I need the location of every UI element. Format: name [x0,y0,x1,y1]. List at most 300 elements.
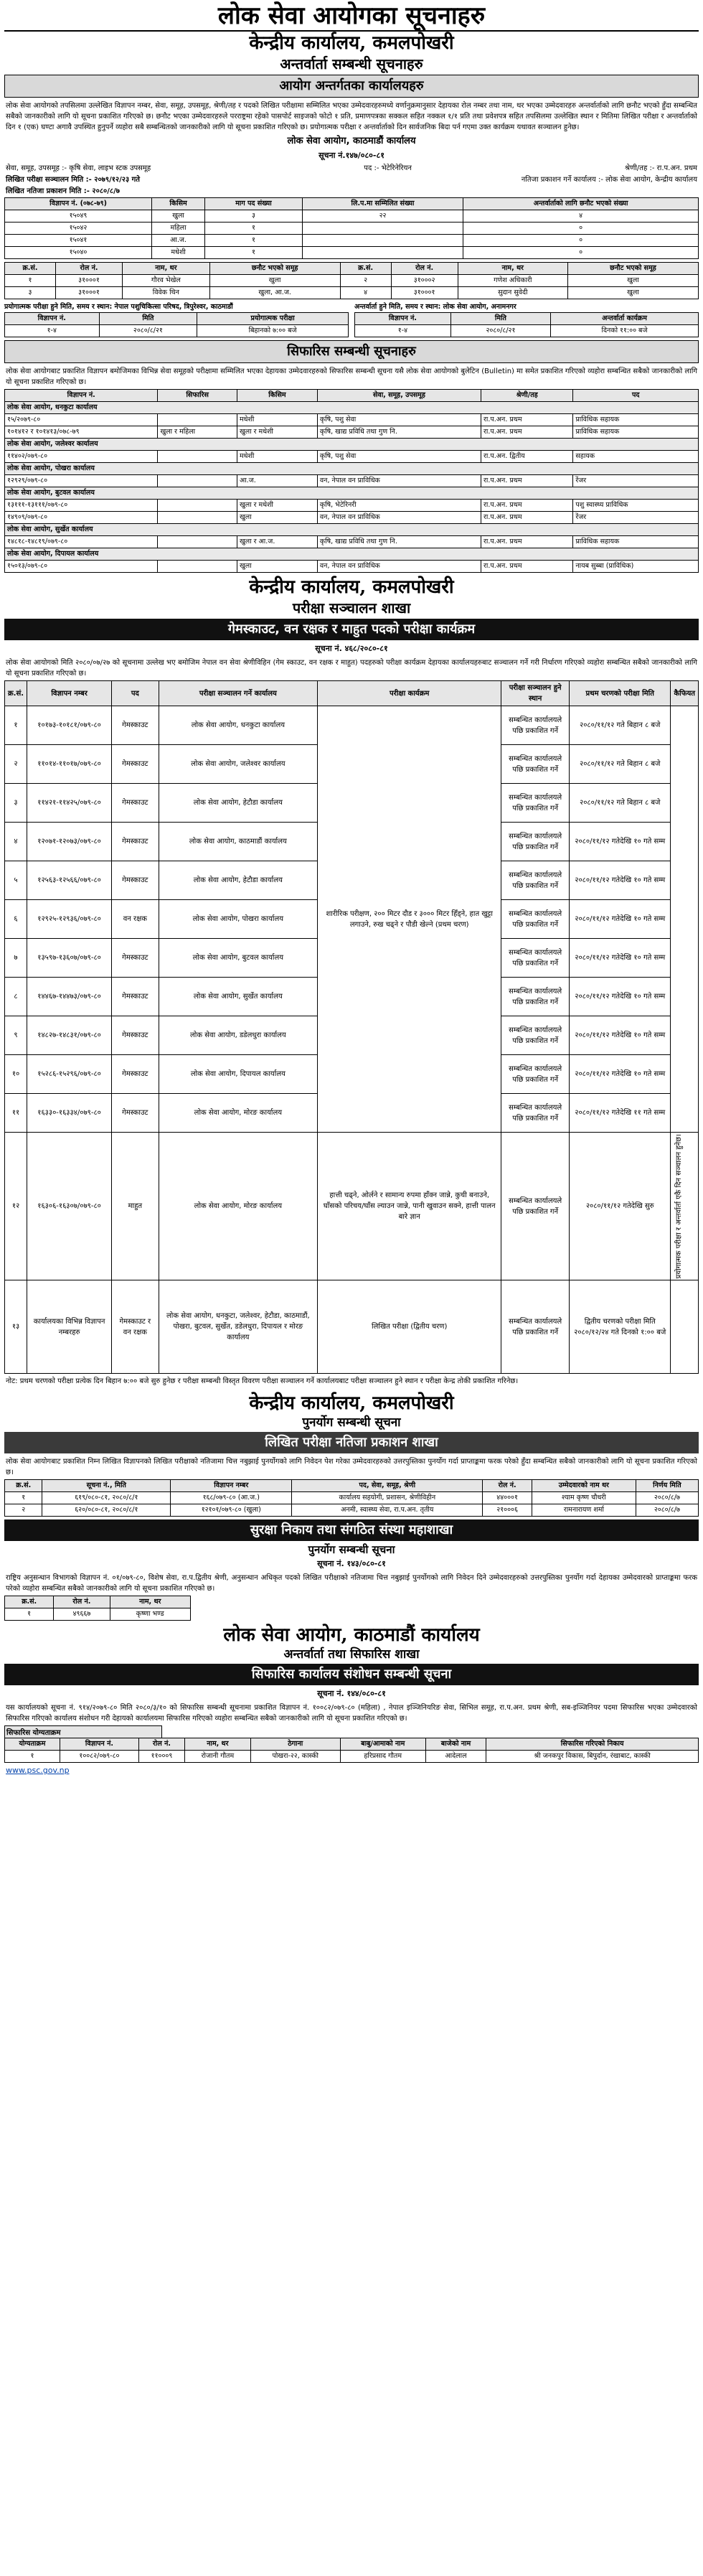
office-group-row [5,487,699,500]
table-cell: २ [5,1504,42,1517]
amend-notice-number: सूचना नं. १४४/०८०-८१ [317,1689,386,1699]
table-cell: प्राविधिक सहायक [573,426,699,439]
column-header: रोल नं. [54,1596,110,1608]
table-cell: अनमी, स्वास्थ्य सेवा, रा.प.अन. तृतीय [292,1504,483,1517]
table-cell: ६१९/०८०-८१, २०८०/८/१ [42,1492,171,1504]
table-cell: कृषि, भेटेरिनरी [317,500,481,512]
table-cell: वन रक्षक [112,900,159,939]
service-info: सेवा, समूह, उपसमूह :- कृषि सेवा, लाइभ स्टक उपसमूह [6,164,151,172]
column-header: ठेगाना [250,1738,340,1751]
table-cell: गेमस्काउट [112,1094,159,1133]
table-cell: मधेशी [237,414,317,426]
result-office: नतिजा प्रकाशन गर्ने कार्यालय :- लोक सेवा आयोग, केन्द्रीय कार्यालय [521,176,697,184]
table-cell: १५०१३/०७९-८० [5,561,158,573]
table-cell: ११०१४-११०१७/०७९-८० [27,745,112,784]
office-group-label: लोक सेवा आयोग, पोखरा कार्यालय [5,463,699,475]
column-header: क्र.सं. [5,1480,42,1492]
table-cell: सम्बन्धित कार्यालयले पछि प्रकाशित गर्ने [501,861,570,900]
table-cell: मधेशी [237,451,317,463]
table-cell: ११४२१-११४२५/०७९-८० [27,784,112,823]
table-cell: सहायक [573,451,699,463]
table-cell: खुला र मधेशी [237,426,317,439]
recheck-subtitle: पुनर्योग सम्बन्धी सूचना [302,1415,401,1430]
table-cell: खुला [237,561,317,573]
kathmandu-office-title-2: लोक सेवा आयोग, काठमाडौं कार्यालय [223,1624,480,1647]
table-cell: लोक सेवा आयोग, मोरङ कार्यालय [159,1133,318,1280]
table-cell: सम्बन्धित कार्यालयले पछि प्रकाशित गर्ने [501,784,570,823]
table-cell: ८ [5,978,27,1016]
table-cell: सम्बन्धित कार्यालयले पछि प्रकाशित गर्ने [501,706,570,745]
table-cell: २०८०/८/७ [636,1492,698,1504]
table-cell: लोक सेवा आयोग, जलेश्वर कार्यालय [159,745,318,784]
table-cell: बिहानको ७:०० बजे [197,325,349,337]
column-header: पद [112,681,159,706]
column-header: रोल नं. [483,1480,532,1492]
practical-table [4,312,349,337]
table-cell: १४४६७-१४४७३/०७९-८० [27,978,112,1016]
table-cell: ४९६६७ [54,1608,110,1621]
merit-label: सिफारिस योग्यताक्रम [4,1725,162,1738]
table-cell: १२९२५-१२९३६/०७९-८० [27,900,112,939]
table-cell: गेमस्काउट [112,1055,159,1094]
table-cell: १ [5,1608,54,1621]
exam-program-banner: गेमस्काउट, वन रक्षक र माहुत पदको परीक्षा कार्यक्रम [4,619,699,640]
table-cell: सम्बन्धित कार्यालयले पछि प्रकाशित गर्ने [501,900,570,939]
column-header: विज्ञापन नं. (०७८-७९) [5,198,152,210]
table-cell [158,512,237,524]
table-cell: १ [205,223,303,235]
table-cell: १५०४२ [5,223,152,235]
table-row [5,223,699,235]
office-group-row [5,463,699,475]
table-cell: ६ [5,900,27,939]
column-header: परीक्षा कार्यक्रम [318,681,501,706]
table-cell: ३१०००२ [391,275,458,287]
table-cell: ३१०००१ [55,287,122,299]
table-cell: २ [5,745,27,784]
table-cell: १००८२/०७९-८० [60,1751,138,1763]
post-info: पद :- भेटेरिनेरियन [364,164,412,172]
table-cell: खुला [567,287,698,299]
office-group-row [5,548,699,561]
table-row [5,1504,699,1517]
table-cell: २१०००६ [483,1504,532,1517]
table-cell: रेंजर [573,475,699,487]
table-cell: १५०४९ [5,210,152,223]
table-cell: २०८०/११/१२ गतेदेखि सुरु [570,1133,671,1280]
table-cell: १६३०६-१६३०७/०७९-८० [27,1133,112,1280]
table-cell: ४ [340,287,391,299]
table-cell [158,414,237,426]
notice-number: सूचना नं.१४७/०८०-८१ [319,151,384,160]
table-cell: ४ [5,823,27,861]
exam-note: नोट: प्रथम चरणको परीक्षा प्रत्येक दिन बिहान ७:०० बजे सुरु हुनेछ र परीक्षा सम्बन्धी विस्तृत विवरण परीक्षा सञ्चालन गर्ने कार्यालयबाट परीक्षा सञ्चालन हुने स्थान र परीक्षा केन्द्र तोकी प्रकाशित गरिनेछ। [6,1377,519,1386]
column-header: सूचना नं., मिति [42,1480,171,1492]
table-cell: लोक सेवा आयोग, हेटौडा कार्यालय [159,861,318,900]
column-header: विज्ञापन नं. [60,1738,138,1751]
column-header: क्र.सं. [340,263,391,275]
column-header: अन्तर्वार्ता कार्यक्रम [551,313,699,325]
column-header: प्रयोगात्मक परीक्षा [197,313,349,325]
table-cell: लोक सेवा आयोग, धनकुटा कार्यालय [159,706,318,745]
table-cell: महिला [152,223,205,235]
table-cell: २०८०/८/२१ [99,325,197,337]
interview-banner: आयोग अन्तर्गतका कार्यालयहरु [4,75,699,98]
table-cell: ६२०/०८०-८१, २०८०/८/१ [42,1504,171,1517]
table-cell: १४८२७-१४८३१/०७९-८० [27,1016,112,1055]
table-cell: ७ [5,939,27,978]
table-cell: रेंजर [573,512,699,524]
table-cell: १६३३०-१६३३४/०७९-८० [27,1094,112,1133]
table-cell: खुला, आ.ज. [209,287,340,299]
column-header: उम्मेदवारको नाम थर [532,1480,636,1492]
table-cell: कार्यालय सहयोगी, प्रशासन, श्रेणीविहीन [292,1492,483,1504]
exam-paragraph: लोक सेवा आयोगको मिति २०८०/०७/२७ को सूचनामा उल्लेख भए बमोजिम नेपाल वन सेवा श्रेणीविहिन (गेम स्काउट, वन रक्षक र माहुत) पदहरुको परीक्षा कार्यक्रम देहायका कार्यालयहरुबाट सञ्चालन गर्ने गरी निर्धारण गरिएको व्यहोरा सम्बन्धित सबैको जानकारीको लागि यो सूचना प्रकाशित गरिएको छ। [6,659,697,678]
table-row [5,1133,699,1280]
table-cell: ३ [5,784,27,823]
table-cell: १५२८६-१५२९६/०७९-८० [27,1055,112,1094]
column-header: अन्तर्वार्ताको लागि छनौट भएको संख्या [463,198,699,210]
table-row [5,210,699,223]
column-header: मिति [99,313,197,325]
table-cell: ० [463,235,699,247]
table-cell: लोक सेवा आयोग, बुटवल कार्यालय [159,939,318,978]
advertisement-table [4,197,699,259]
table-cell: मधेशी [152,247,205,259]
exam-program-table [4,680,699,1374]
table-cell: ११ [5,1094,27,1133]
table-cell [302,247,463,259]
table-cell: गेमस्काउट [112,1016,159,1055]
column-header: योग्यताक्रम [5,1738,60,1751]
table-cell: १-४ [355,325,451,337]
column-header: परीक्षा सञ्चालन हुने स्थान [501,681,570,706]
table-cell: खुला [152,210,205,223]
table-cell: लोक सेवा आयोग, दिपायल कार्यालय [159,1055,318,1094]
table-row [5,1280,699,1374]
table-cell: १२१०१/०७९-८० (खुला) [171,1504,292,1517]
column-header: बाजेको नाम [425,1738,486,1751]
office-group-label: लोक सेवा आयोग, जलेश्वर कार्यालय [5,439,699,451]
table-cell: रा.प.अन. प्रथम [481,426,573,439]
table-cell: १२५६३-१२५६६/०७९-८० [27,861,112,900]
column-header: निर्णय मिति [636,1480,698,1492]
table-cell: कृषि, खाद्य प्रविधि तथा गुण नि. [317,536,481,548]
table-cell: विवेक थिन [123,287,210,299]
table-cell: ९ [5,1016,27,1055]
column-header: रोल नं. [55,263,122,275]
table-cell: कृषि, पशु सेवा [317,414,481,426]
table-cell: रा.प.अन. प्रथम [481,536,573,548]
table-cell [158,475,237,487]
table-cell: वन, नेपाल वन प्राविधिक [317,561,481,573]
table-cell: रा.प.अन. प्रथम [481,500,573,512]
column-header: नाम, थर [458,263,567,275]
table-cell [671,1133,699,1280]
table-cell: सम्बन्धित कार्यालयले पछि प्रकाशित गर्ने [501,1133,570,1280]
written-result-banner: लिखित परीक्षा नतिजा प्रकाशन शाखा [4,1432,699,1453]
written-date: लिखित परीक्षा सञ्चालन मिति :- २०७९/१२/२३ गते [6,176,140,184]
table-cell: ३ [5,287,56,299]
table-cell: सम्बन्धित कार्यालयले पछि प्रकाशित गर्ने [501,939,570,978]
table-cell [302,235,463,247]
column-header: किसिम [152,198,205,210]
table-cell: २ [340,275,391,287]
table-cell: हात्ती चढ्ने, ओर्लने र सामान्य रुपमा हाँक्न जान्ने, कुची बनाउने, घाँसको परिचय/घाँस ल्याउन जान्ने, पानी खुवाउन सक्ने, हात्ती पालन बारे ज्ञान [318,1133,501,1280]
table-cell: ३ [205,210,303,223]
table-cell: ४४०००१ [483,1492,532,1504]
table-cell: २०८०/११/१२ गते बिहान ८ बजे [570,706,671,745]
table-cell: २०८०/११/१२ गतेदेखि ११ गते सम्म [570,1094,671,1133]
table-cell: २०८०/११/१२ गतेदेखि १० गते सम्म [570,978,671,1016]
table-cell: गेमस्काउट [112,745,159,784]
column-header: प्रथम चरणको परीक्षा मिति [570,681,671,706]
table-cell: प्राविधिक सहायक [573,536,699,548]
table-cell: १४९०९/०७९-८० [5,512,158,524]
table-cell: रामनारायण शर्मा [532,1504,636,1517]
candidate-table [4,262,699,299]
table-cell: कृषि, पशु सेवा [317,451,481,463]
table-cell: रा.प.अन. प्रथम [481,475,573,487]
kathmandu-office-title: लोक सेवा आयोग, काठमाडौं कार्यालय [287,136,416,146]
table-cell: सुदान सुवेदी [458,287,567,299]
interview-venue: अन्तर्वार्ता हुने मिति, समय र स्थान: लोक सेवा आयोग, अनामनगर [354,303,516,311]
table-cell: ० [463,223,699,235]
table-cell: २२ [302,210,463,223]
table-cell: कार्यालयका विभिन्न विज्ञापन नम्बरहरु [27,1280,112,1374]
office-group-label: लोक सेवा आयोग, सुर्खेत कार्यालय [5,524,699,536]
column-header: विज्ञापन नम्बर [27,681,112,706]
section-subtitle: अन्तर्वार्ता सम्बन्धी सूचनाहरु [280,55,423,72]
table-cell: ० [463,247,699,259]
security-recheck-table [4,1596,191,1621]
table-cell: ३१०००१ [391,287,458,299]
table-cell: खुला र महिला [158,426,237,439]
table-cell: श्याम कृष्ण चौधरी [532,1492,636,1504]
table-cell: रा.प.अन. द्वितीय [481,451,573,463]
table-row [5,512,699,524]
table-cell: ४ [463,210,699,223]
remarks-cell [671,706,699,1133]
recommendation-paragraph: लोक सेवा आयोगबाट प्रकाशित विज्ञापन बमोजिमका विभिन्न सेवा समूहको परीक्षामा सम्मिलित भएका देहायका उम्मेदवारहरुको सिफारिस सम्बन्धी सूचना यसै लोक सेवा आयोगको बुलेटिन (Bulletin) मा समेत प्रकाशित गरिएको व्यहोरा सम्बन्धित सबैको जानकारीको लागि यो सूचना प्रकाशित गरिएको छ। [6,367,697,386]
main-title: लोक सेवा आयोगका सूचनाहरु [4,1,699,32]
table-cell: सम्बन्धित कार्यालयले पछि प्रकाशित गर्ने [501,1280,570,1374]
table-cell: कृष्णा भण्ड [110,1608,190,1621]
column-header: छनौट भएको समूह [567,263,698,275]
table-cell: २०८०/११/१२ गतेदेखि १० गते सम्म [570,861,671,900]
table-cell: गेमस्काउट [112,978,159,1016]
table-cell [158,451,237,463]
table-cell: रा.प.अन. प्रथम [481,512,573,524]
table-cell: गेमस्काउट र वन रक्षक [112,1280,159,1374]
column-header: क्र.सं. [5,263,56,275]
table-cell: आ.ज. [237,475,317,487]
column-header: किसिम [237,390,317,402]
table-cell: २०८०/११/१२ गतेदेखि १० गते सम्म [570,1016,671,1055]
table-cell: ११०००९ [139,1751,185,1763]
table-cell: कृषि, खाद्य प्रविधि तथा गुण नि. [317,426,481,439]
column-header: नाम, थर [110,1596,190,1608]
central-office-title-3: केन्द्रीय कार्यालय, कमलपोखरी [249,1392,454,1415]
table-cell: खुला र आ.ज. [237,536,317,548]
exam-branch-title: परीक्षा सञ्चालन शाखा [292,599,411,617]
exam-program-text: शारीरिक परीक्षण, २०० मिटर दौड र ३००० मिटर हिँड्ने, हात खुट्टा लगाउने, रुख चढ्ने र पौडी खेल्ने (प्रथम चरण) [318,706,501,1133]
column-header: छनौट भएको समूह [209,263,340,275]
table-row [5,426,699,439]
table-cell: श्री जनकपुर विकास, बिपुर्दान, रंखाबाट, कास्की [486,1751,699,1763]
practical-venue: प्रयोगात्मक परीक्षा हुने मिति, समय र स्थान: नेपाल पशुचिकित्सा परिषद, त्रिपुरेश्वर, काठमाडौं [4,303,233,311]
table-cell: गेमस्काउट [112,706,159,745]
table-cell: सम्बन्धित कार्यालयले पछि प्रकाशित गर्ने [501,823,570,861]
column-header: रोल नं. [391,263,458,275]
table-cell: खुला [567,275,698,287]
recommendation-table [4,389,699,573]
table-cell [158,500,237,512]
table-cell: १५/२०७९-८० [5,414,158,426]
column-header: क्र.सं. [5,1596,54,1608]
table-row [5,475,699,487]
table-cell: गेमस्काउट [112,861,159,900]
interview-table [354,312,699,337]
info-row-2 [4,174,699,186]
table-cell: १६८/०७९-८० (आ.ज.) [171,1492,292,1504]
table-cell: १ [5,706,27,745]
column-header: रोल नं. [139,1738,185,1751]
table-row [5,1492,699,1504]
table-cell: लोक सेवा आयोग, धनकुटा, जलेश्वर, हेटौडा, काठमाडौं, पोखरा, बुटवल, सुर्खेत, डडेलधुरा, दिपायल र मोरङ कार्यालय [159,1280,318,1374]
table-cell: गणेश अधिकारी [458,275,567,287]
table-cell: खुला [237,512,317,524]
table-cell: द्वितीय चरणको परीक्षा मिति २०८०/१२/२४ गते दिनको १:०० बजे [570,1280,671,1374]
table-cell: पशु स्वास्थ्य प्राविधिक [573,500,699,512]
table-cell: प्राविधिक सहायक [573,414,699,426]
office-group-label: लोक सेवा आयोग, दिपायल कार्यालय [5,548,699,561]
table-cell: २०८०/११/१२ गतेदेखि १० गते सम्म [570,1055,671,1094]
column-header: पद, सेवा, समूह, श्रेणी [292,1480,483,1492]
central-office-title-2: केन्द्रीय कार्यालय, कमलपोखरी [249,576,454,598]
table-row [5,287,699,299]
table-cell: ११४०२/०७९-८० [5,451,158,463]
column-header: विज्ञापन नं. [355,313,451,325]
table-cell: गौरव भेखेल [123,275,210,287]
column-header: सिफारिस [158,390,237,402]
table-row [5,247,699,259]
table-cell: १० [5,1055,27,1094]
table-row [5,706,699,745]
table-cell: गेमस्काउट [112,939,159,978]
table-cell: खुला र मधेशी [237,500,317,512]
table-cell: लोक सेवा आयोग, पोखरा कार्यालय [159,900,318,939]
office-group-row [5,439,699,451]
table-cell: १ [5,1492,42,1504]
table-cell: लोक सेवा आयोग, मोरङ कार्यालय [159,1094,318,1133]
interview-recommend-subtitle: अन्तर्वार्ता तथा सिफारिस शाखा [283,1647,420,1662]
footer-website-link[interactable]: www.psc.gov.np [6,1766,70,1776]
interview-schedule [354,302,699,337]
exam-notice-number: सूचना नं. ४६८/२०८०-८१ [315,644,388,653]
table-cell: १२ [5,1133,27,1280]
security-notice-number: सूचना नं. १४३/०८०-८१ [317,1559,386,1569]
table-cell: रा.प.अन. प्रथम [481,561,573,573]
table-cell: २०८०/११/१२ गतेदेखि १० गते सम्म [570,823,671,861]
table-cell: सम्बन्धित कार्यालयले पछि प्रकाशित गर्ने [501,1055,570,1094]
security-banner: सुरक्षा निकाय तथा संगठित संस्था महाशाखा [4,1519,699,1541]
table-cell: पोखरा-२२, कास्की [250,1751,340,1763]
table-cell [158,536,237,548]
column-header: पद [573,390,699,402]
column-header: नाम, थर [123,263,210,275]
table-cell: १ [205,247,303,259]
info-row [4,163,699,174]
table-cell: लोक सेवा आयोग, सुर्खेत कार्यालय [159,978,318,1016]
table-cell: २०८०/११/१२ गतेदेखि १० गते सम्म [570,900,671,939]
recommendation-banner: सिफारिस सम्बन्धी सूचनाहरु [4,340,699,363]
table-cell: २०८०/११/१२ गते बिहान ८ बजे [570,745,671,784]
column-header: विज्ञापन नं. [5,390,158,402]
column-header: विज्ञापन नम्बर [171,1480,292,1492]
column-header: क्र.सं. [5,681,27,706]
table-row [5,275,699,287]
recheck-paragraph: लोक सेवा आयोगबाट प्रकाशित निम्न लिखित विज्ञापनको लिखित परीक्षाको नतिजामा चित्त नबुझाई पुनर्योगको लागि निवेदन पेश गरेका उम्मेदवारहरुको उत्तरपुस्तिका पुनर्योग गर्दा प्राप्ताङ्कमा फरक परेको हुँदा सम्बन्धित सबैको जानकारीको लागि यो सूचना प्रकाशित गरिएको छ। [6,1458,697,1477]
table-cell: सम्बन्धित कार्यालयले पछि प्रकाशित गर्ने [501,745,570,784]
table-cell [671,1280,699,1374]
column-header: विज्ञापन नं. [5,313,100,325]
security-paragraph: राष्ट्रिय अनुसन्धान विभागको विज्ञापन नं. ०१/०७९-८०, विशेष सेवा, रा.प.द्वितीय श्रेणी, अनुसन्धान अधिकृत पदको लिखित परीक्षाको नतिजामा चित्त नबुझाई पुनर्योगको लागि निवेदन दिने उम्मेदवारहरुको उत्तरपुस्तिका पुनर्योग गर्दा देहायका उम्मेदवारको प्राप्ताङ्कमा फरक परेको व्यहोरा सम्बन्धित सबैको जानकारीको लागि यो सूचना प्रकाशित गरिएको छ। [6,1574,697,1593]
table-cell: आदेलाल [425,1751,486,1763]
column-header: मिति [450,313,550,325]
table-row [5,1608,191,1621]
schedule-area [4,302,699,337]
recheck-table [4,1479,699,1517]
office-group-label: लोक सेवा आयोग, बुटवल कार्यालय [5,487,699,500]
table-row [5,1751,699,1763]
table-cell: १४८१८-१४८१९/०७९-८० [5,536,158,548]
info-row-3 [4,186,699,197]
office-group-row [5,524,699,536]
office-title: केन्द्रीय कार्यालय, कमलपोखरी [249,32,454,54]
result-date: लिखित नतिजा प्रकाशन मिति :- २०८०/८/७ [6,187,120,195]
table-cell: आ.ज. [152,235,205,247]
table-cell: हरिप्रसाद गौतम [340,1751,425,1763]
office-group-row [5,402,699,414]
table-cell: १२०७१-१२०७३/०७९-८० [27,823,112,861]
table-cell: लिखित परीक्षा (द्वितीय चरण) [318,1280,501,1374]
table-cell: १०१४१२ र १०१४१३/०७८-७९ [5,426,158,439]
column-header: लि.प.मा सम्मिलित संख्या [302,198,463,210]
column-header: बाबु/आमाको नाम [340,1738,425,1751]
table-cell: लोक सेवा आयोग, काठमाडौं कार्यालय [159,823,318,861]
column-header: माग पद संख्या [205,198,303,210]
column-header: परीक्षा सञ्चालन गर्ने कार्यालय [159,681,318,706]
amend-table [4,1738,699,1763]
table-cell: गेमस्काउट [112,823,159,861]
table-cell: वन, नेपाल वन प्राविधिक [317,512,481,524]
table-cell: माहुत [112,1133,159,1280]
table-cell: १ [5,275,56,287]
table-cell: दिनको ११:०० बजे [551,325,699,337]
table-cell: रा.प.अन. प्रथम [481,414,573,426]
office-group-label: लोक सेवा आयोग, धनकुटा कार्यालय [5,402,699,414]
column-header: सिफारिस गरिएको निकाय [486,1738,699,1751]
table-cell: ३१०००१ [55,275,122,287]
table-cell: २०८०/११/१२ गते बिहान ८ बजे [570,784,671,823]
table-cell: सम्बन्धित कार्यालयले पछि प्रकाशित गर्ने [501,1094,570,1133]
table-row [5,451,699,463]
table-cell: १ [5,1751,60,1763]
column-header: श्रेणी/तह [481,390,573,402]
practical-schedule [4,302,349,337]
table-cell: २०८०/८/२१ [450,325,550,337]
